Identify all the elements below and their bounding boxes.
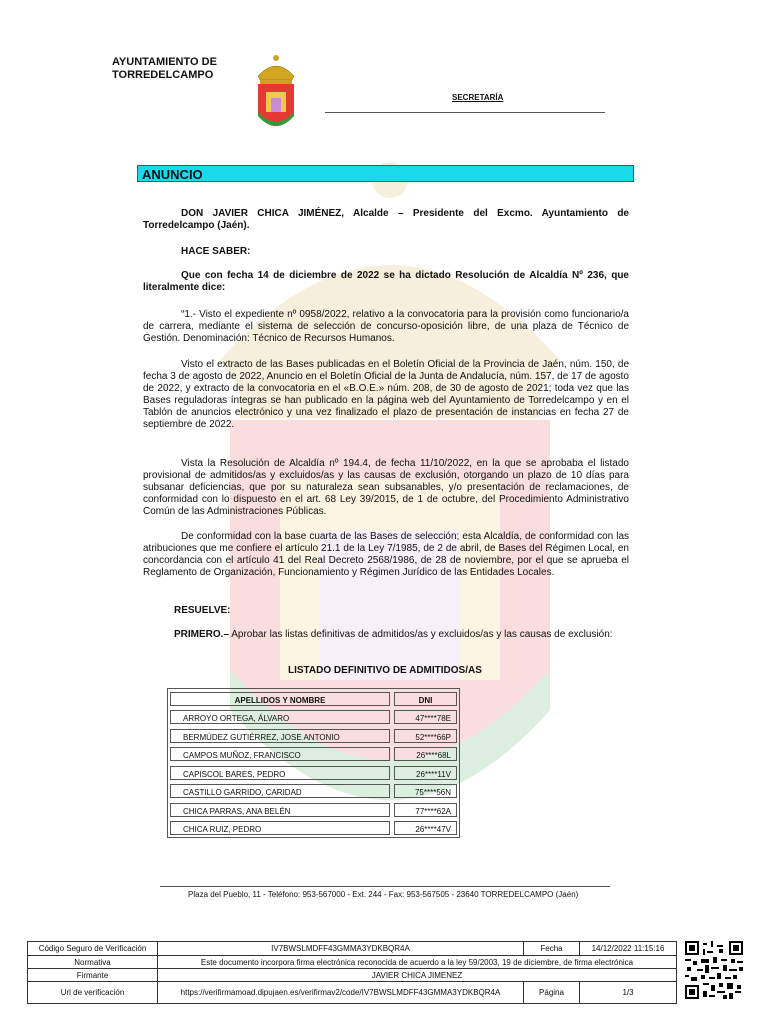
cell-dni: 75****56N (394, 784, 457, 798)
firmante-label: Firmante (28, 969, 158, 982)
csv-label: Código Seguro de Verificación (28, 942, 158, 956)
primero-text: Aprobar las listas definitivas de admitidos/as y excluidos/as y las causas de exclusión: (229, 629, 613, 640)
pagina-label: Página (524, 982, 580, 1003)
department-label: SECRETARÍA (452, 93, 504, 102)
normativa-label: Normativa (28, 956, 158, 969)
footer-divider (160, 886, 610, 887)
header-name: APELLIDOS Y NOMBRE (170, 692, 390, 706)
table-title: LISTADO DEFINITIVO DE ADMITIDOS/AS (288, 665, 482, 676)
table-row (170, 729, 457, 744)
resuelve-heading: RESUELVE: (174, 605, 231, 616)
cell-name: CAMPOS MUÑOZ, FRANCISCO (170, 747, 390, 761)
cell-dni: 26****47V (394, 821, 457, 835)
table-row (170, 766, 457, 781)
cell-name: ARROYO ORTEGA, ÁLVARO (170, 710, 390, 724)
table-row (170, 710, 457, 725)
fecha-value: 14/12/2022 11:15:16 (580, 942, 676, 956)
org-line-1: AYUNTAMIENTO DE (112, 56, 217, 68)
organization-name (112, 56, 217, 82)
table-row (170, 821, 457, 836)
cell-dni: 26****68L (394, 747, 457, 761)
cell-name: CHICA RUIZ, PEDRO (170, 821, 390, 835)
table-row (170, 747, 457, 762)
paragraph-4: De conformidad con la base cuarta de las Bases de selección; esta Alcaldía, de conformidad con las atribuciones que me confiere el artículo 21.1 de la Ley 7/1985, de 2 de abril, de Bases del Régimen Local, en concordancia con el artículo 41 del Real Decreto 2568/1986, de 28 de noviembre, por el que se aprueba el Reglamento de Organización, Funcionamiento y Régimen Jurídico de las Entidades Locales. (143, 531, 629, 578)
table-row (170, 784, 457, 799)
paragraph-2: Visto el extracto de las Bases publicadas en el Boletín Oficial de la Provincia de Jaén, núm. 150, de fecha 3 de agosto de 2022, Anuncio en el Boletín Oficial de la Junta de Andalucía, núm. 157, de 17 de agosto de 2022, y extracto de la convocatoria en el «B.O.E.» núm. 208, de 30 de agosto de 2021; toda vez que las Bases reguladoras íntegras se han publicado en la página web del Ayuntamiento de Torredelcampo y en el Tablón de anuncios electrónico y una vez finalizado el plazo de presentación de instancias en fecha 27 de septiembre de 2022. (143, 359, 629, 430)
cell-dni: 52****66P (394, 729, 457, 743)
cell-dni: 26****11V (394, 766, 457, 780)
table-row (170, 803, 457, 818)
qr-code-icon (685, 941, 743, 999)
primero-label: PRIMERO.– (174, 629, 230, 640)
url-label: Url de verificación (28, 982, 158, 1003)
cell-name: CASTILLO GARRIDO, CARIDAD (170, 784, 390, 798)
paragraph-1: “1.- Visto el expediente nº 0958/2022, relativo a la convocatoria para la provisión como funcionario/a de carrera, mediante el sistema de selección de concurso-oposición libre, de una plaza de Técnico de Gestión. Denominación: Técnico de Recursos Humanos. (143, 309, 629, 344)
intro-paragraph: DON JAVIER CHICA JIMÉNEZ, Alcalde – Presidente del Excmo. Ayuntamiento de Torredelcampo (Jaén). (143, 208, 629, 231)
pagina-value: 1/3 (622, 988, 634, 997)
cell-dni: 77****62A (394, 803, 457, 817)
cell-name: CAPISCOL BARES, PEDRO (170, 766, 390, 780)
hace-saber-heading: HACE SABER: (181, 246, 251, 257)
url-value[interactable]: https://verifirmamoad.dipujaen.es/verifirmav2/code/IV7BWSLMDFF43GMMA3YDKBQR4A (158, 982, 524, 1003)
cell-dni: 47****78E (394, 710, 457, 724)
coat-of-arms-icon (252, 54, 300, 134)
department-divider (325, 112, 605, 113)
verification-table (27, 941, 677, 1004)
normativa-value: Este documento incorpora firma electrónica reconocida de acuerdo a la ley 59/2003, 19 de diciembre, de firma electrónica (158, 956, 676, 969)
resolution-intro: Que con fecha 14 de diciembre de 2022 se ha dictado Resolución de Alcaldía Nº 236, que literalmente dice: (143, 270, 629, 293)
fecha-label: Fecha (524, 942, 580, 956)
cell-name: BERMÚDEZ GUTIÉRREZ, JOSE ANTONIO (170, 729, 390, 743)
header-dni: DNI (394, 692, 457, 706)
table-header-row (170, 692, 457, 707)
csv-value: IV7BWSLMDFF43GMMA3YDKBQR4A (158, 942, 524, 956)
firmante-value: JAVIER CHICA JIMENEZ (158, 969, 676, 982)
notice-title: ANUNCIO (137, 165, 634, 182)
footer-address: Plaza del Pueblo, 11 - Teléfono: 953-567000 - Ext. 244 - Fax: 953-567505 - 23640 TORREDELCAMPO (Jaén) (188, 890, 579, 899)
cell-name: CHICA PARRAS, ANA BELÉN (170, 803, 390, 817)
org-line-2: TORREDELCAMPO (112, 69, 214, 81)
paragraph-3: Vista la Resolución de Alcaldía nº 194.4, de fecha 11/10/2022, en la que se aprobaba el listado provisional de admitidos/as y excluidos/as y las causas de exclusión, otorgando un plazo de 10 días para subsanar deficiencias, que por su naturaleza sean subsanables, y/o presentación de reclamaciones, de conformidad con lo dispuesto en el art. 68 Ley 39/2015, de 1 de octubre, del Procedimiento Administrativo Común de las Administraciones Públicas. (143, 458, 629, 517)
primero-paragraph (174, 629, 629, 641)
